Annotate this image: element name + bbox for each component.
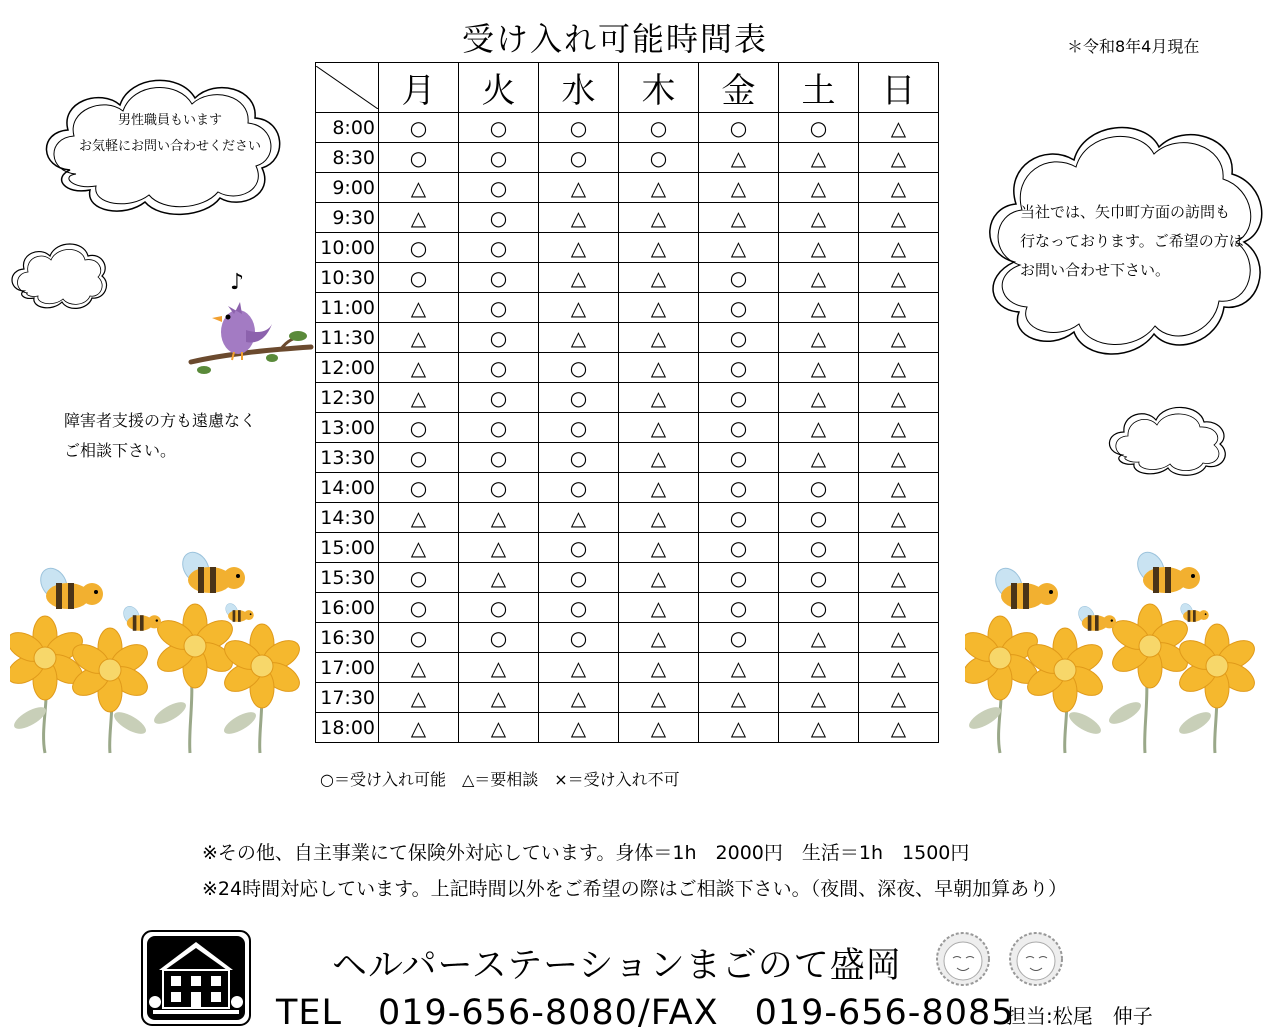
time-cell: 14:30 (316, 503, 379, 533)
availability-cell: △ (539, 233, 619, 263)
availability-cell: △ (859, 323, 939, 353)
availability-cell: ○ (459, 143, 539, 173)
day-header: 土 (779, 63, 859, 113)
availability-cell: ○ (699, 113, 779, 143)
availability-cell: △ (379, 173, 459, 203)
availability-cell: ○ (779, 563, 859, 593)
table-row (316, 593, 939, 623)
availability-cell: △ (619, 173, 699, 203)
availability-cell: ○ (699, 533, 779, 563)
table-row (316, 623, 939, 653)
availability-cell: △ (619, 263, 699, 293)
day-header: 木 (619, 63, 699, 113)
availability-cell: ○ (379, 143, 459, 173)
availability-cell: ○ (699, 443, 779, 473)
table-row (316, 383, 939, 413)
availability-cell: △ (859, 233, 939, 263)
availability-cell: △ (859, 473, 939, 503)
day-header: 金 (699, 63, 779, 113)
cloud-icon (6, 236, 110, 314)
availability-cell: △ (699, 203, 779, 233)
table-row (316, 563, 939, 593)
table-row (316, 263, 939, 293)
availability-cell: ○ (779, 593, 859, 623)
availability-cell: ○ (379, 413, 459, 443)
availability-cell: ○ (699, 293, 779, 323)
availability-cell: ○ (379, 623, 459, 653)
availability-cell: ○ (459, 413, 539, 443)
table-row (316, 113, 939, 143)
time-cell: 16:30 (316, 623, 379, 653)
availability-cell: △ (379, 503, 459, 533)
availability-cell: ○ (459, 623, 539, 653)
house-logo-icon (141, 930, 251, 1026)
availability-cell: △ (859, 533, 939, 563)
availability-cell: △ (859, 443, 939, 473)
time-cell: 17:30 (316, 683, 379, 713)
availability-cell: ○ (539, 143, 619, 173)
time-cell: 10:30 (316, 263, 379, 293)
availability-cell: △ (459, 713, 539, 743)
table-row (316, 683, 939, 713)
availability-cell: △ (859, 593, 939, 623)
availability-cell: △ (619, 203, 699, 233)
availability-cell: ○ (459, 353, 539, 383)
availability-cell: ○ (459, 323, 539, 353)
availability-cell: △ (779, 143, 859, 173)
table-corner-cell (316, 63, 379, 113)
bee-icon (1075, 604, 1116, 631)
availability-cell: △ (539, 203, 619, 233)
availability-cell: △ (619, 533, 699, 563)
availability-cell: ○ (379, 593, 459, 623)
availability-cell: △ (619, 503, 699, 533)
availability-cell: ○ (459, 233, 539, 263)
availability-cell: ○ (459, 593, 539, 623)
availability-cell: ○ (699, 263, 779, 293)
availability-cell: ○ (779, 503, 859, 533)
availability-cell: △ (459, 503, 539, 533)
availability-cell: △ (859, 503, 939, 533)
page-title: 受け入れ可能時間表 (462, 20, 769, 58)
availability-cell: △ (619, 713, 699, 743)
availability-cell: △ (699, 173, 779, 203)
availability-cell: △ (379, 533, 459, 563)
availability-cell: ○ (539, 473, 619, 503)
table-header-row (316, 63, 939, 113)
availability-cell: △ (779, 353, 859, 383)
left-cloud-text (70, 108, 270, 160)
availability-cell: △ (619, 563, 699, 593)
availability-cell: △ (619, 383, 699, 413)
availability-cell: △ (779, 413, 859, 443)
side-note (64, 406, 256, 466)
availability-cell: △ (379, 293, 459, 323)
availability-cell: △ (859, 623, 939, 653)
cloud-icon (1102, 400, 1232, 480)
availability-cell: ○ (619, 113, 699, 143)
availability-cell: △ (459, 563, 539, 593)
availability-cell: ○ (539, 383, 619, 413)
availability-cell: △ (779, 623, 859, 653)
availability-cell: ○ (699, 593, 779, 623)
table-row (316, 233, 939, 263)
availability-cell: ○ (699, 563, 779, 593)
time-cell: 8:00 (316, 113, 379, 143)
availability-cell: △ (619, 653, 699, 683)
table-row (316, 503, 939, 533)
availability-cell: ○ (699, 623, 779, 653)
availability-cell: △ (619, 323, 699, 353)
availability-cell: ○ (699, 503, 779, 533)
tel-fax: TEL 019-656-8080/FAX 019-656-8085 (276, 993, 1015, 1033)
bee-icon (223, 601, 253, 621)
availability-cell: ○ (779, 533, 859, 563)
availability-cell: ○ (459, 173, 539, 203)
availability-cell: △ (539, 323, 619, 353)
day-header: 月 (379, 63, 459, 113)
availability-cell: △ (539, 653, 619, 683)
availability-cell: △ (459, 533, 539, 563)
availability-cell: ○ (539, 563, 619, 593)
bee-icon (1132, 548, 1200, 593)
legend: ○＝受け入れ可能 △＝要相談 ×＝受け入れ不可 (320, 770, 680, 789)
availability-cell: △ (859, 563, 939, 593)
availability-cell: ○ (539, 593, 619, 623)
availability-cell: △ (379, 653, 459, 683)
availability-cell: △ (619, 683, 699, 713)
right-cloud-text (1020, 198, 1244, 285)
availability-cell: ○ (699, 413, 779, 443)
availability-cell: △ (699, 713, 779, 743)
availability-cell: ○ (539, 353, 619, 383)
availability-cell: △ (379, 353, 459, 383)
time-cell: 15:00 (316, 533, 379, 563)
availability-cell: △ (619, 473, 699, 503)
availability-cell: △ (379, 323, 459, 353)
company-name: ヘルパーステーションまごのて盛岡 (332, 946, 902, 986)
availability-cell: ○ (539, 113, 619, 143)
availability-cell: ○ (699, 383, 779, 413)
side-note-line2: ご相談下さい。 (64, 441, 177, 460)
right-cloud-line3: お問い合わせ下さい。 (1020, 261, 1171, 279)
time-cell: 14:00 (316, 473, 379, 503)
table-row (316, 353, 939, 383)
availability-cell: ○ (539, 413, 619, 443)
table-row (316, 533, 939, 563)
bee-icon (120, 604, 161, 631)
availability-cell: ○ (459, 443, 539, 473)
availability-cell: △ (539, 683, 619, 713)
availability-cell: ○ (379, 113, 459, 143)
grandparent-face-icon (928, 930, 1078, 988)
availability-cell: ○ (379, 443, 459, 473)
availability-cell: ○ (379, 263, 459, 293)
time-cell: 11:30 (316, 323, 379, 353)
time-cell: 16:00 (316, 593, 379, 623)
availability-cell: ○ (379, 563, 459, 593)
availability-cell: △ (779, 383, 859, 413)
time-cell: 13:00 (316, 413, 379, 443)
availability-cell: △ (859, 263, 939, 293)
availability-cell: △ (699, 653, 779, 683)
availability-cell: ○ (619, 143, 699, 173)
availability-cell: △ (619, 413, 699, 443)
availability-cell: ○ (699, 323, 779, 353)
availability-cell: △ (859, 713, 939, 743)
availability-cell: ○ (459, 203, 539, 233)
table-row (316, 293, 939, 323)
availability-cell: △ (779, 203, 859, 233)
day-header: 火 (459, 63, 539, 113)
availability-cell: ○ (459, 473, 539, 503)
right-cloud-line1: 当社では、矢巾町方面の訪問も (1020, 203, 1231, 221)
availability-cell: ○ (539, 623, 619, 653)
availability-cell: △ (859, 653, 939, 683)
availability-cell: △ (859, 173, 939, 203)
availability-cell: △ (779, 683, 859, 713)
availability-cell: △ (779, 263, 859, 293)
time-cell: 9:30 (316, 203, 379, 233)
side-note-line1: 障害者支援の方も遠慮なく (64, 411, 257, 430)
availability-cell: ○ (699, 353, 779, 383)
table-row (316, 203, 939, 233)
availability-cell: △ (619, 233, 699, 263)
availability-cell: △ (619, 623, 699, 653)
availability-cell: △ (699, 683, 779, 713)
availability-cell: △ (459, 653, 539, 683)
availability-cell: ○ (379, 233, 459, 263)
bee-icon (990, 564, 1058, 609)
availability-cell: ○ (699, 473, 779, 503)
availability-cell: △ (619, 443, 699, 473)
time-cell: 8:30 (316, 143, 379, 173)
music-note-icon: ♪ (230, 270, 245, 295)
right-cloud-line2: 行なっております。ご希望の方は (1020, 232, 1244, 250)
flowers-bees-left (10, 528, 300, 754)
availability-cell: △ (539, 173, 619, 203)
availability-cell: △ (619, 353, 699, 383)
note-24h: ※24時間対応しています。上記時間以外をご希望の際はご相談下さい。（夜間、深夜、早朝加算あり） (202, 878, 1068, 900)
left-cloud-line1: 男性職員もいます (117, 113, 222, 128)
availability-cell: ○ (539, 533, 619, 563)
availability-cell: ○ (779, 473, 859, 503)
availability-cell: △ (859, 143, 939, 173)
left-cloud-line2: お気軽にお問い合わせください (78, 139, 261, 154)
time-cell: 15:30 (316, 563, 379, 593)
availability-cell: △ (779, 323, 859, 353)
schedule-table (315, 62, 939, 743)
availability-cell: △ (619, 593, 699, 623)
time-cell: 12:30 (316, 383, 379, 413)
table-row (316, 473, 939, 503)
time-cell: 10:00 (316, 233, 379, 263)
availability-cell: △ (459, 683, 539, 713)
contact-person: 担当:松尾 伸子 (1006, 1004, 1153, 1028)
availability-cell: △ (539, 713, 619, 743)
time-cell: 17:00 (316, 653, 379, 683)
availability-cell: ○ (459, 113, 539, 143)
table-row (316, 143, 939, 173)
day-header: 水 (539, 63, 619, 113)
bee-icon (1178, 601, 1208, 621)
table-row (316, 323, 939, 353)
availability-cell: ○ (779, 113, 859, 143)
bee-icon (35, 564, 103, 609)
availability-cell: △ (859, 383, 939, 413)
availability-cell: △ (859, 203, 939, 233)
table-row (316, 443, 939, 473)
time-cell: 12:00 (316, 353, 379, 383)
availability-cell: △ (859, 353, 939, 383)
availability-cell: △ (779, 713, 859, 743)
availability-cell: ○ (379, 473, 459, 503)
time-cell: 11:00 (316, 293, 379, 323)
as-of-date: ＊令和8年4月現在 (1067, 37, 1200, 56)
availability-cell: △ (379, 203, 459, 233)
availability-cell: △ (379, 683, 459, 713)
day-header: 日 (859, 63, 939, 113)
note-self-funded: ※その他、自主事業にて保険外対応しています。身体＝1h 2000円 生活＝1h 1500円 (202, 842, 970, 864)
bee-icon (177, 548, 245, 593)
time-cell: 13:30 (316, 443, 379, 473)
availability-cell: △ (859, 683, 939, 713)
availability-cell: △ (379, 713, 459, 743)
availability-cell: △ (699, 233, 779, 263)
diagonal-line (316, 66, 378, 109)
time-cell: 9:00 (316, 173, 379, 203)
availability-cell: △ (539, 293, 619, 323)
availability-cell: △ (539, 263, 619, 293)
availability-cell: ○ (459, 263, 539, 293)
availability-cell: △ (859, 413, 939, 443)
bird-icon (186, 292, 316, 382)
availability-cell: △ (699, 143, 779, 173)
availability-cell: ○ (459, 293, 539, 323)
availability-cell: △ (539, 503, 619, 533)
schedule-body (316, 113, 939, 743)
table-row (316, 713, 939, 743)
table-row (316, 413, 939, 443)
availability-cell: ○ (459, 383, 539, 413)
availability-cell: △ (779, 293, 859, 323)
flowers-bees-right (965, 528, 1255, 754)
availability-cell: △ (859, 293, 939, 323)
availability-cell: △ (859, 113, 939, 143)
availability-cell: △ (379, 383, 459, 413)
availability-cell: △ (619, 293, 699, 323)
availability-cell: △ (779, 233, 859, 263)
table-row (316, 173, 939, 203)
time-cell: 18:00 (316, 713, 379, 743)
availability-cell: △ (779, 173, 859, 203)
availability-cell: △ (779, 443, 859, 473)
availability-cell: ○ (539, 443, 619, 473)
availability-cell: △ (779, 653, 859, 683)
table-row (316, 653, 939, 683)
